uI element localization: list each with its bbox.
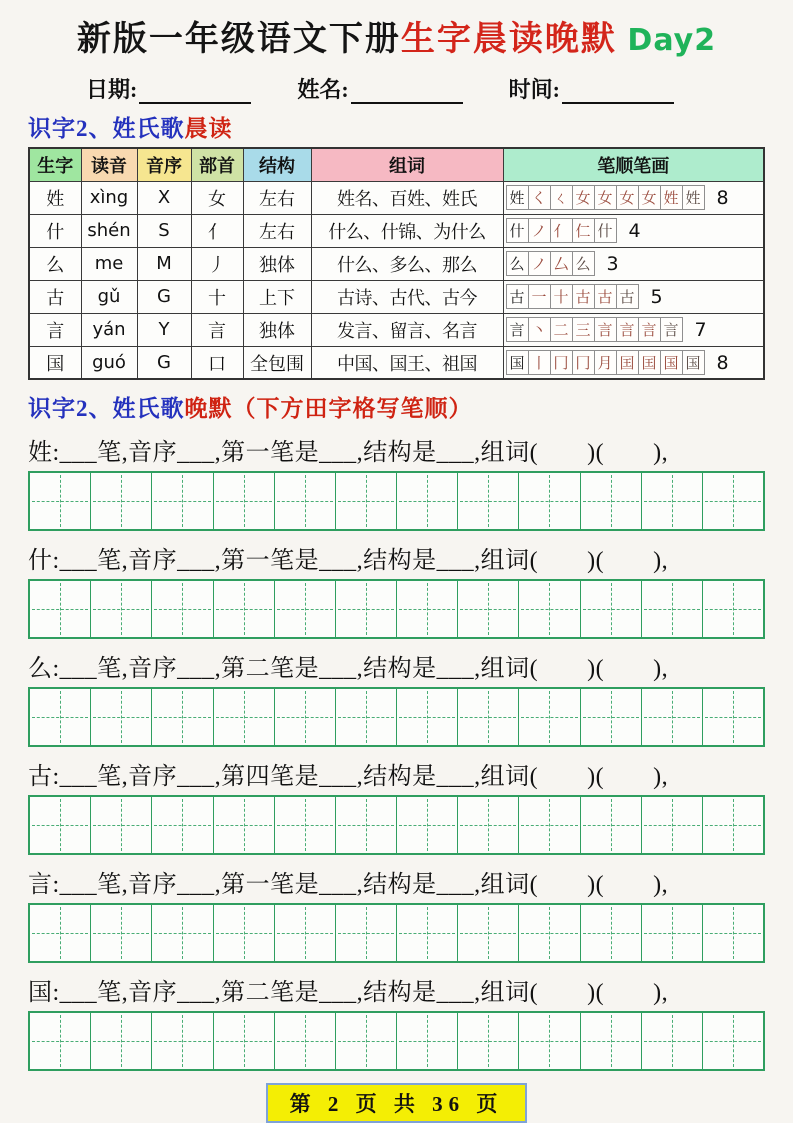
- cell-pinyin: gǔ: [81, 280, 137, 313]
- section-evening-title: [28, 390, 765, 423]
- tianzige-cell[interactable]: [90, 797, 151, 853]
- tianzige-cell[interactable]: [580, 1013, 641, 1069]
- stroke-step-box: 厶: [550, 251, 573, 276]
- stroke-step-box: 女: [616, 185, 639, 210]
- section-evening-mode: 晚默（下方田字格写笔顺）: [184, 396, 473, 422]
- cell-stroke-order: [503, 181, 764, 214]
- section-morning-mode: 晨读: [184, 115, 233, 141]
- header-char: 生字: [29, 148, 81, 182]
- stroke-step-box: 丶: [528, 317, 551, 342]
- cell-stroke-order: [503, 214, 764, 247]
- footer: [28, 1083, 765, 1123]
- stroke-step-box: く: [528, 185, 551, 210]
- header-initial: 音序: [137, 148, 191, 182]
- cell-pinyin: shén: [81, 214, 137, 247]
- stroke-step-box: 囯: [616, 350, 639, 375]
- tianzige-cell[interactable]: [641, 797, 702, 853]
- tianzige-cell[interactable]: [90, 689, 151, 745]
- stroke-step-box: 冂: [550, 350, 573, 375]
- practice-line-姓: 姓:___笔,音序___,第一笔是___,结构是___,组词( )( ),: [28, 440, 669, 467]
- header-words: 组词: [311, 148, 503, 182]
- stroke-step-box: 三: [572, 317, 595, 342]
- table-row: [29, 181, 764, 214]
- cell-words: 什么、多么、那么: [311, 247, 503, 280]
- stroke-order-boxes: [507, 284, 639, 309]
- tianzige-grid-row-言[interactable]: [28, 903, 765, 963]
- stroke-step-box: 古: [616, 284, 639, 309]
- stroke-count: 7: [694, 318, 707, 341]
- tianzige-cell[interactable]: [518, 905, 579, 961]
- stroke-step-box: 国: [682, 350, 705, 375]
- cell-radical: 亻: [191, 214, 243, 247]
- tianzige-cell[interactable]: [213, 1013, 274, 1069]
- cell-structure: 左右: [243, 214, 311, 247]
- title-course-part: 新版一年级语文下册: [76, 21, 401, 58]
- tianzige-cell[interactable]: [151, 1013, 212, 1069]
- tianzige-cell[interactable]: [335, 689, 396, 745]
- cell-character: 言: [29, 313, 81, 346]
- cell-radical: 言: [191, 313, 243, 346]
- cell-initial-letter: G: [137, 280, 191, 313]
- tianzige-cell[interactable]: [213, 473, 274, 529]
- practice-line-么: 么:___笔,音序___,第二笔是___,结构是___,组词( )( ),: [28, 656, 669, 683]
- stroke-step-box: 仁: [572, 218, 595, 243]
- stroke-step-box: 什: [594, 218, 617, 243]
- stroke-count: 4: [628, 219, 641, 242]
- tianzige-cell[interactable]: [90, 1013, 151, 1069]
- tianzige-cell[interactable]: [30, 797, 90, 853]
- tianzige-cell[interactable]: [457, 1013, 518, 1069]
- tianzige-cell[interactable]: [641, 581, 702, 637]
- tianzige-cell[interactable]: [457, 473, 518, 529]
- stroke-order-boxes: [507, 218, 617, 243]
- character-table: [28, 147, 765, 381]
- cell-initial-letter: S: [137, 214, 191, 247]
- cell-character: 古: [29, 280, 81, 313]
- cell-pinyin: xìng: [81, 181, 137, 214]
- tianzige-cell[interactable]: [580, 797, 641, 853]
- tianzige-cell[interactable]: [641, 473, 702, 529]
- cell-words: 姓名、百姓、姓氏: [311, 181, 503, 214]
- date-field: [86, 73, 251, 104]
- tianzige-cell[interactable]: [213, 689, 274, 745]
- table-row: [29, 346, 764, 379]
- name-field: [297, 73, 462, 104]
- tianzige-cell[interactable]: [457, 905, 518, 961]
- stroke-order-boxes: [507, 185, 705, 210]
- cell-words: 发言、留言、名言: [311, 313, 503, 346]
- cell-initial-letter: G: [137, 346, 191, 379]
- cell-structure: 全包围: [243, 346, 311, 379]
- header-structure: 结构: [243, 148, 311, 182]
- tianzige-cell[interactable]: [580, 905, 641, 961]
- cell-words: 古诗、古代、古今: [311, 280, 503, 313]
- tianzige-cell[interactable]: [274, 581, 335, 637]
- stroke-step-box: 月: [594, 350, 617, 375]
- page-number-badge: 第 2 页 共 36 页: [266, 1083, 528, 1123]
- cell-radical: 女: [191, 181, 243, 214]
- cell-structure: 独体: [243, 313, 311, 346]
- cell-stroke-order: [503, 247, 764, 280]
- practice-block-什: [28, 540, 765, 639]
- tianzige-cell[interactable]: [702, 905, 763, 961]
- tianzige-cell[interactable]: [335, 905, 396, 961]
- stroke-step-box: 女: [594, 185, 617, 210]
- tianzige-cell[interactable]: [396, 797, 457, 853]
- tianzige-cell[interactable]: [30, 689, 90, 745]
- tianzige-cell[interactable]: [702, 473, 763, 529]
- tianzige-cell[interactable]: [518, 581, 579, 637]
- stroke-count: 8: [716, 186, 729, 209]
- tianzige-cell[interactable]: [580, 581, 641, 637]
- tianzige-cell[interactable]: [580, 473, 641, 529]
- tianzige-cell[interactable]: [396, 1013, 457, 1069]
- stroke-step-box: ㄑ: [550, 185, 573, 210]
- tianzige-cell[interactable]: [457, 689, 518, 745]
- stroke-step-box: 十: [550, 284, 573, 309]
- section-evening-lesson: 识字2、姓氏歌: [28, 396, 185, 422]
- cell-words: 什么、什锦、为什么: [311, 214, 503, 247]
- tianzige-cell[interactable]: [457, 581, 518, 637]
- cell-radical: 丿: [191, 247, 243, 280]
- tianzige-cell[interactable]: [274, 1013, 335, 1069]
- stroke-count: 5: [650, 285, 663, 308]
- cell-stroke-order: [503, 313, 764, 346]
- header-radical: 部首: [191, 148, 243, 182]
- cell-initial-letter: Y: [137, 313, 191, 346]
- stroke-step-box: ノ: [528, 218, 551, 243]
- cell-structure: 上下: [243, 280, 311, 313]
- header-strokes: 笔顺笔画: [503, 148, 764, 182]
- cell-initial-letter: M: [137, 247, 191, 280]
- tianzige-cell[interactable]: [274, 473, 335, 529]
- page-title: [28, 20, 765, 61]
- practice-block-言: [28, 864, 765, 963]
- practice-line-国: 国:___笔,音序___,第二笔是___,结构是___,组词( )( ),: [28, 980, 669, 1007]
- tianzige-cell[interactable]: [335, 1013, 396, 1069]
- practice-block-么: [28, 648, 765, 747]
- stroke-step-box: 言: [594, 317, 617, 342]
- stroke-step-box: 姓: [506, 185, 529, 210]
- tianzige-cell[interactable]: [518, 689, 579, 745]
- tianzige-cell[interactable]: [151, 473, 212, 529]
- cell-initial-letter: X: [137, 181, 191, 214]
- tianzige-cell[interactable]: [518, 473, 579, 529]
- character-table-body: [29, 181, 764, 379]
- cell-pinyin: guó: [81, 346, 137, 379]
- stroke-count: 8: [716, 351, 729, 374]
- cell-character: 国: [29, 346, 81, 379]
- tianzige-cell[interactable]: [213, 905, 274, 961]
- stroke-step-box: 国: [660, 350, 683, 375]
- cell-radical: 十: [191, 280, 243, 313]
- tianzige-cell[interactable]: [274, 905, 335, 961]
- cell-character: 什: [29, 214, 81, 247]
- stroke-step-box: 一: [528, 284, 551, 309]
- tianzige-cell[interactable]: [30, 581, 90, 637]
- tianzige-cell[interactable]: [90, 581, 151, 637]
- tianzige-grid-row-什[interactable]: [28, 579, 765, 639]
- stroke-step-box: 言: [660, 317, 683, 342]
- practice-line-言: 言:___笔,音序___,第一笔是___,结构是___,组词( )( ),: [28, 872, 669, 899]
- stroke-step-box: 言: [616, 317, 639, 342]
- stroke-order-boxes: [507, 251, 595, 276]
- tianzige-cell[interactable]: [335, 473, 396, 529]
- stroke-step-box: 女: [572, 185, 595, 210]
- cell-pinyin: me: [81, 247, 137, 280]
- cell-stroke-order: [503, 280, 764, 313]
- stroke-step-box: 言: [638, 317, 661, 342]
- tianzige-cell[interactable]: [396, 473, 457, 529]
- tianzige-cell[interactable]: [335, 581, 396, 637]
- tianzige-cell[interactable]: [641, 689, 702, 745]
- stroke-step-box: 么: [506, 251, 529, 276]
- table-row: [29, 313, 764, 346]
- stroke-step-box: ノ: [528, 251, 551, 276]
- stroke-step-box: 冂: [572, 350, 595, 375]
- stroke-count: 3: [606, 252, 619, 275]
- tianzige-grid-row-姓[interactable]: [28, 471, 765, 531]
- stroke-step-box: 囯: [638, 350, 661, 375]
- stroke-step-box: 国: [506, 350, 529, 375]
- tianzige-cell[interactable]: [641, 905, 702, 961]
- cell-character: 么: [29, 247, 81, 280]
- tianzige-cell[interactable]: [274, 797, 335, 853]
- practice-area: [28, 432, 765, 1071]
- tianzige-cell[interactable]: [580, 689, 641, 745]
- stroke-step-box: 古: [572, 284, 595, 309]
- tianzige-cell[interactable]: [702, 689, 763, 745]
- tianzige-cell[interactable]: [335, 797, 396, 853]
- practice-line-古: 古:___笔,音序___,第四笔是___,结构是___,组词( )( ),: [28, 764, 669, 791]
- cell-words: 中国、国王、祖国: [311, 346, 503, 379]
- cell-character: 姓: [29, 181, 81, 214]
- stroke-step-box: 亻: [550, 218, 573, 243]
- cell-pinyin: yán: [81, 313, 137, 346]
- tianzige-cell[interactable]: [274, 689, 335, 745]
- practice-block-国: [28, 972, 765, 1071]
- tianzige-cell[interactable]: [30, 905, 90, 961]
- tianzige-cell[interactable]: [151, 689, 212, 745]
- tianzige-cell[interactable]: [641, 1013, 702, 1069]
- time-blank-line[interactable]: [562, 80, 674, 104]
- name-label: 姓名:: [297, 76, 349, 102]
- meta-line: [86, 73, 765, 104]
- tianzige-cell[interactable]: [151, 581, 212, 637]
- tianzige-cell[interactable]: [702, 581, 763, 637]
- tianzige-cell[interactable]: [213, 797, 274, 853]
- tianzige-cell[interactable]: [396, 689, 457, 745]
- tianzige-cell[interactable]: [518, 1013, 579, 1069]
- cell-structure: 左右: [243, 181, 311, 214]
- time-label: 时间:: [508, 76, 560, 102]
- title-topic-part: 生字晨读晚默: [400, 21, 617, 58]
- name-blank-line[interactable]: [351, 80, 463, 104]
- stroke-step-box: 女: [638, 185, 661, 210]
- tianzige-cell[interactable]: [90, 905, 151, 961]
- character-table-header-row: [29, 148, 764, 182]
- time-field: [509, 73, 674, 104]
- stroke-step-box: 么: [572, 251, 595, 276]
- header-pinyin: 读音: [81, 148, 137, 182]
- tianzige-grid-row-国[interactable]: [28, 1011, 765, 1071]
- tianzige-grid-row-么[interactable]: [28, 687, 765, 747]
- cell-stroke-order: [503, 346, 764, 379]
- tianzige-cell[interactable]: [702, 1013, 763, 1069]
- stroke-step-box: 什: [506, 218, 529, 243]
- stroke-step-box: 古: [594, 284, 617, 309]
- tianzige-cell[interactable]: [702, 797, 763, 853]
- section-morning-title: [28, 110, 765, 143]
- tianzige-cell[interactable]: [213, 581, 274, 637]
- cell-radical: 口: [191, 346, 243, 379]
- stroke-step-box: 二: [550, 317, 573, 342]
- tianzige-cell[interactable]: [396, 905, 457, 961]
- stroke-step-box: 古: [506, 284, 529, 309]
- date-label: 日期:: [86, 76, 138, 102]
- stroke-order-boxes: [507, 350, 705, 375]
- stroke-step-box: 言: [506, 317, 529, 342]
- practice-block-姓: [28, 432, 765, 531]
- tianzige-cell[interactable]: [457, 797, 518, 853]
- stroke-order-boxes: [507, 317, 683, 342]
- table-row: [29, 247, 764, 280]
- tianzige-cell[interactable]: [518, 797, 579, 853]
- table-row: [29, 280, 764, 313]
- table-row: [29, 214, 764, 247]
- tianzige-grid-row-古[interactable]: [28, 795, 765, 855]
- tianzige-cell[interactable]: [151, 797, 212, 853]
- date-blank-line[interactable]: [139, 80, 251, 104]
- tianzige-cell[interactable]: [90, 473, 151, 529]
- title-day-badge: Day2: [627, 23, 717, 58]
- practice-block-古: [28, 756, 765, 855]
- practice-line-什: 什:___笔,音序___,第一笔是___,结构是___,组词( )( ),: [28, 548, 669, 575]
- tianzige-cell[interactable]: [151, 905, 212, 961]
- stroke-step-box: 姓: [682, 185, 705, 210]
- stroke-step-box: 丨: [528, 350, 551, 375]
- stroke-step-box: 姓: [660, 185, 683, 210]
- tianzige-cell[interactable]: [30, 473, 90, 529]
- tianzige-cell[interactable]: [396, 581, 457, 637]
- section-morning-lesson: 识字2、姓氏歌: [28, 115, 185, 141]
- tianzige-cell[interactable]: [30, 1013, 90, 1069]
- cell-structure: 独体: [243, 247, 311, 280]
